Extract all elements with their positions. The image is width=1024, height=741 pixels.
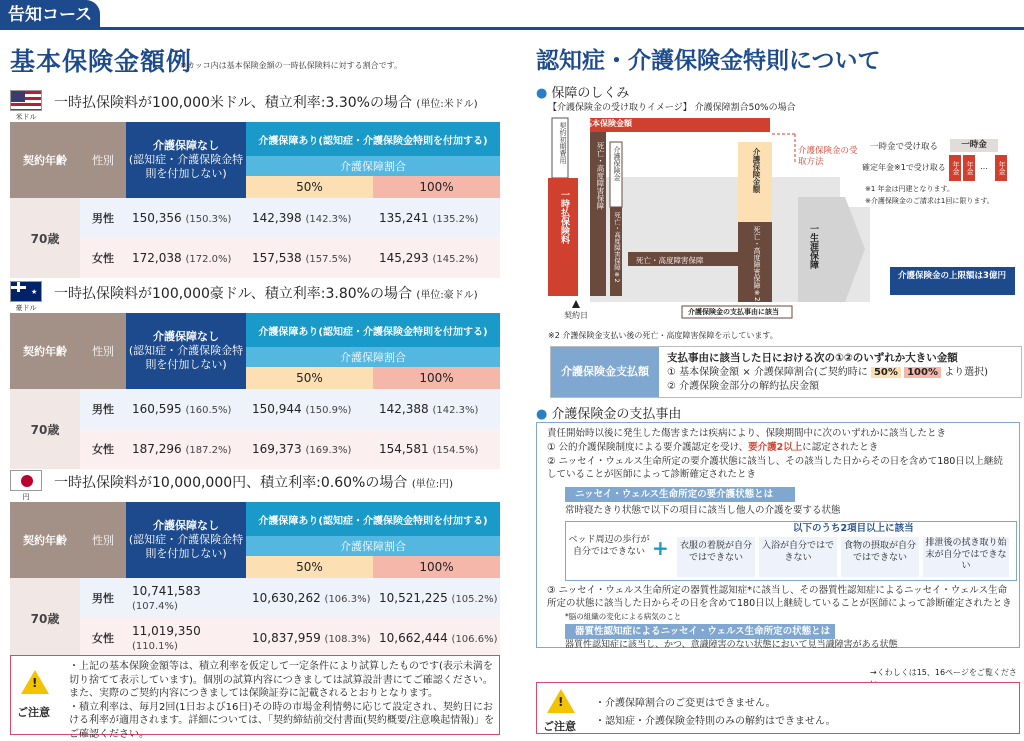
care-amount-label: 介護保険金額 [752, 148, 761, 193]
plus-icon: + [652, 536, 669, 560]
us-flag-icon [10, 90, 42, 111]
calc-line-1: 支払事由に該当した日における次の①②のいずれか大きい金額 [667, 352, 958, 364]
premium-label: 一時払保険料 [559, 190, 569, 244]
left-note: ※カッコ内は基本保険金額の一時払保険料に対する割合です。 [180, 61, 402, 70]
au-flag-icon: ★ [10, 281, 42, 302]
payment-formula: 介護保険金支払額 支払事由に該当した日における次の①②のいずれか大きい金額 ① 基本保険金額 × 介護保障割合(ご契約時に 50% 100% より選択) ② 介護保険金部分の解約払戻金額 [550, 346, 1022, 398]
payment-reasons-box: 責任開始時以後に発生した傷害または疾病により、保険期間中に次のいずれかに該当したとき ① 公的介護保険制度による要介護認定を受け、要介護2以上に認定されたとき ② ニッセイ・ウェルス生命所定の要介護状態に該当し、その該当した日からその日を含めて180日以上継続していることが医師によって診断確定されたとき ニッセイ・ウェルス生命所定の要介護状態とは 常時寝たきり状態で以下の項目に該当し他人の介護を要する状態 以下のうち2項目以上に該当 ベッド周辺の歩行が自分ではできない + 衣服の着脱が自分ではできない 入浴が自分ではできない 食物の摂取が自分ではできない 排泄後の拭き取り始末が自分ではできない ③ ニッセイ・ウェルス生命所定の器質性認知症*に該当し、その器質性認知症によるニッセイ・ウェルス生命所定の状態に該当した日からその日を含めて180日以上継続していることが医師によって診断確定されたとき *脳の組織の変化による病気のこと 器質性認知症によるニッセイ・ウェルス生命所定の状態とは 器質性認知症に該当し、かつ、意識障害のない状態において見当識障害がある状態 [536, 422, 1020, 648]
benefit-diagram [540, 112, 1020, 337]
method-label: 介護保険金の受取方法 [798, 146, 858, 167]
cond-toilet: 排泄後の拭き取り始末が自分ではできない [923, 537, 1009, 577]
nen-3: 年金 [995, 155, 1007, 181]
section-heading: 一時払保険料が10,000,000円、積立利率:0.60%の場合 (単位:円) [54, 475, 453, 491]
contract-day: 契約日 [564, 311, 588, 320]
warning-label: ご注意 [543, 720, 576, 733]
nen-2: 年金 [963, 155, 975, 181]
lifetime-label: 一生涯保障 [808, 224, 818, 269]
cond-eat: 食物の摂取が自分ではできない [841, 537, 919, 577]
amount-table: 契約年齢 性別 介護保障なし (認知症・介護保険金特則を付加しない) 介護保障あり(認知症・介護保険金特則を付加する) 介護保障割合 50% 100% 70歳 男性 160,595 (160.5%) 150,944 (150.9%) 142,388 (142.3%) 女性 187,296 (187.2%) 169,373 (169.3%) 154,581 (154.5%) [10, 313, 500, 469]
nen-1: 年金 [949, 155, 961, 181]
left-warning: ! ご注意 ・上記の基本保険金額等は、積立利率を仮定して一定条件により試算したものです(表示未満を切り捨てて表示しています)。個別の試算内容につきましては試算設計書にてご確認ください。また、実際のご契約内容につきましては保険証券に記載されるとおりとなります。 ・積立利率は、毎月2回(1日および16日)その時の市場金利情勢に応じて設定され、契約日における利率が適用されます。詳細については、「契約締結前交付書面(契約概要/注意喚起情報)」をご確認ください。 [10, 655, 500, 735]
section-heading: 一時払保険料が100,000米ドル、積立利率:3.30%の場合 (単位:米ドル) [54, 95, 478, 111]
rate-section-jp: 円 一時払保険料が10,000,000円、積立利率:0.60%の場合 (単位:円) 契約年齢 性別 介護保障なし (認知症・介護保険金特則を付加しない) 介護保障あり(認知症・介護保険金特則を付加する) 介護保障割合 50% 100% 70歳 男性 10,741,583 (107.4%) 10,630,262 (106.3%) 10,521,225 (105.2%) 女性 11,019,350 (110.1%) 10,837,959 (108.3%) 10,662,444 (106.6%) [10, 464, 500, 500]
jp-flag-icon [10, 470, 42, 491]
limit-label: 介護保険金の上限額は3億円 [898, 271, 1006, 281]
section-mechanism: ● 保障のしくみ [536, 82, 629, 101]
initial-cost: 契約初期費用 [559, 122, 567, 164]
note-2: ※2 介護保険金支払い後の死亡・高度障害保障を示しています。 [548, 331, 778, 340]
course-tag: 告知コース [0, 0, 100, 30]
death2-label: 死亡・高度障害保障 [636, 256, 704, 265]
two-items: 以下のうち2項目以上に該当 [793, 523, 914, 534]
chip-50: 50% [871, 367, 901, 378]
amount-table: 契約年齢 性別 介護保障なし (認知症・介護保険金特則を付加しない) 介護保障あり(認知症・介護保険金特則を付加する) 介護保障割合 50% 100% 70歳 男性 10,741,583 (107.4%) 10,630,262 (106.3%) 10,521,225 (105.2%) 女性 11,019,350 (110.1%) 10,837,959 (108.3%) 10,662,444 (106.6%) [10, 502, 500, 658]
care-pay-label: 介護保険金の支払事由に該当 [688, 308, 779, 316]
death-care-label: 死亡・高度障害保障※2 [613, 212, 621, 283]
rate-section-au: ★ 豪ドル 一時払保険料が100,000豪ドル、積立利率:3.80%の場合 (単位:豪ドル) 契約年齢 性別 介護保障なし (認知症・介護保険金特則を付加しない) 介護保障あり(認知症・介護保険金特則を付加する) 介護保障割合 50% 100% 70歳 男性 160,595 (160.5%) 150,944 (150.9%) 142,388 (142.3%) 女性 187,296 (187.2%) 169,373 (169.3%) 154,581 (154.5%) [10, 275, 500, 311]
calc-line-3: ② 介護保険金部分の解約払戻金額 [667, 381, 820, 392]
lump-label: 一時金で受け取る [870, 142, 939, 152]
chip-100: 100% [904, 367, 941, 378]
death-label: 死亡・高度障害保障 [596, 142, 605, 210]
nen-dots: … [980, 162, 988, 171]
base-amount: 基本保険金額 [584, 119, 632, 128]
section-pay-reasons: ● 介護保険金の支払事由 [536, 403, 681, 422]
care-b-label: 介護保険金 [613, 146, 621, 181]
care-state-bar: ニッセイ・ウェルス生命所定の要介護状態とは [565, 487, 795, 502]
note-1: ※1 年金は円建となります。 [865, 185, 954, 193]
bed-walk: ベッド周辺の歩行が自分ではできない [568, 535, 650, 557]
diagram-subtitle: 【介護保険金の受け取りイメージ】 介護保障割合50%の場合 [548, 103, 796, 113]
right-warning: ! ご注意 ・介護保障割合のご変更はできません。 ・認知症・介護保険金特則のみの解約はできません。 [536, 682, 1020, 734]
warning-text: ・上記の基本保険金額等は、積立利率を仮定して一定条件により試算したものです(表示未満を切り捨てて表示しています)。個別の試算内容につきましては試算設計書にてご確認ください。また、実際のご契約内容につきましては保険証券に記載されるとおりとなります。 ・積立利率は、毎月2回(1日および16日)その時の市場金利情勢に応じて設定され、契約日における利率が適用されます。詳細については、「契約締結前交付書面(契約概要/注意喚起情報)」をご確認ください。 [69, 661, 495, 740]
right-title: 認知症・介護保険金特則について [536, 48, 881, 74]
calc-label: 介護保険金支払額 [551, 347, 659, 397]
warning-label: ご注意 [17, 706, 50, 719]
section-heading: 一時払保険料が100,000豪ドル、積立利率:3.80%の場合 (単位:豪ドル) [54, 286, 478, 302]
lump-tag: 一時金 [950, 139, 998, 152]
header-band [0, 0, 1024, 30]
rate-section-us: 米ドル 一時払保険料が100,000米ドル、積立利率:3.30%の場合 (単位:米ドル) 契約年齢 性別 介護保障なし (認知症・介護保険金特則を付加しない) 介護保障あり(認知症・介護保険金特則を付加する) 介護保障割合 50% 100% 70歳 男性 150,356 (150.3%) 142,398 (142.3%) 135,241 (135.2%) 女性 172,038 (172.0%) 157,538 (157.5%) 145,293 (145.2%) [10, 84, 500, 120]
amount-table: 契約年齢 性別 介護保障なし (認知症・介護保険金特則を付加しない) 介護保障あり(認知症・介護保険金特則を付加する) 介護保障割合 50% 100% 70歳 男性 150,356 (150.3%) 142,398 (142.3%) 135,241 (135.2%) 女性 172,038 (172.0%) 157,538 (157.5%) 145,293 (145.2%) [10, 122, 500, 278]
page-ref: →くわしくは15、16ページをご覧くださ [870, 668, 1017, 677]
cond-dress: 衣服の着脱が自分ではできない [677, 537, 755, 577]
dementia-bar: 器質性認知症によるニッセイ・ウェルス生命所定の状態とは [565, 624, 835, 639]
death-after-label: 死亡・高度障害保障※2 [753, 226, 761, 302]
cond-bath: 入浴が自分ではできない [759, 537, 837, 577]
left-title: 基本保険金額例 [10, 47, 193, 76]
annuity-label: 確定年金※1で受け取る [862, 163, 946, 172]
note-claim: ※介護保険金のご請求は1回に限ります。 [865, 197, 994, 205]
